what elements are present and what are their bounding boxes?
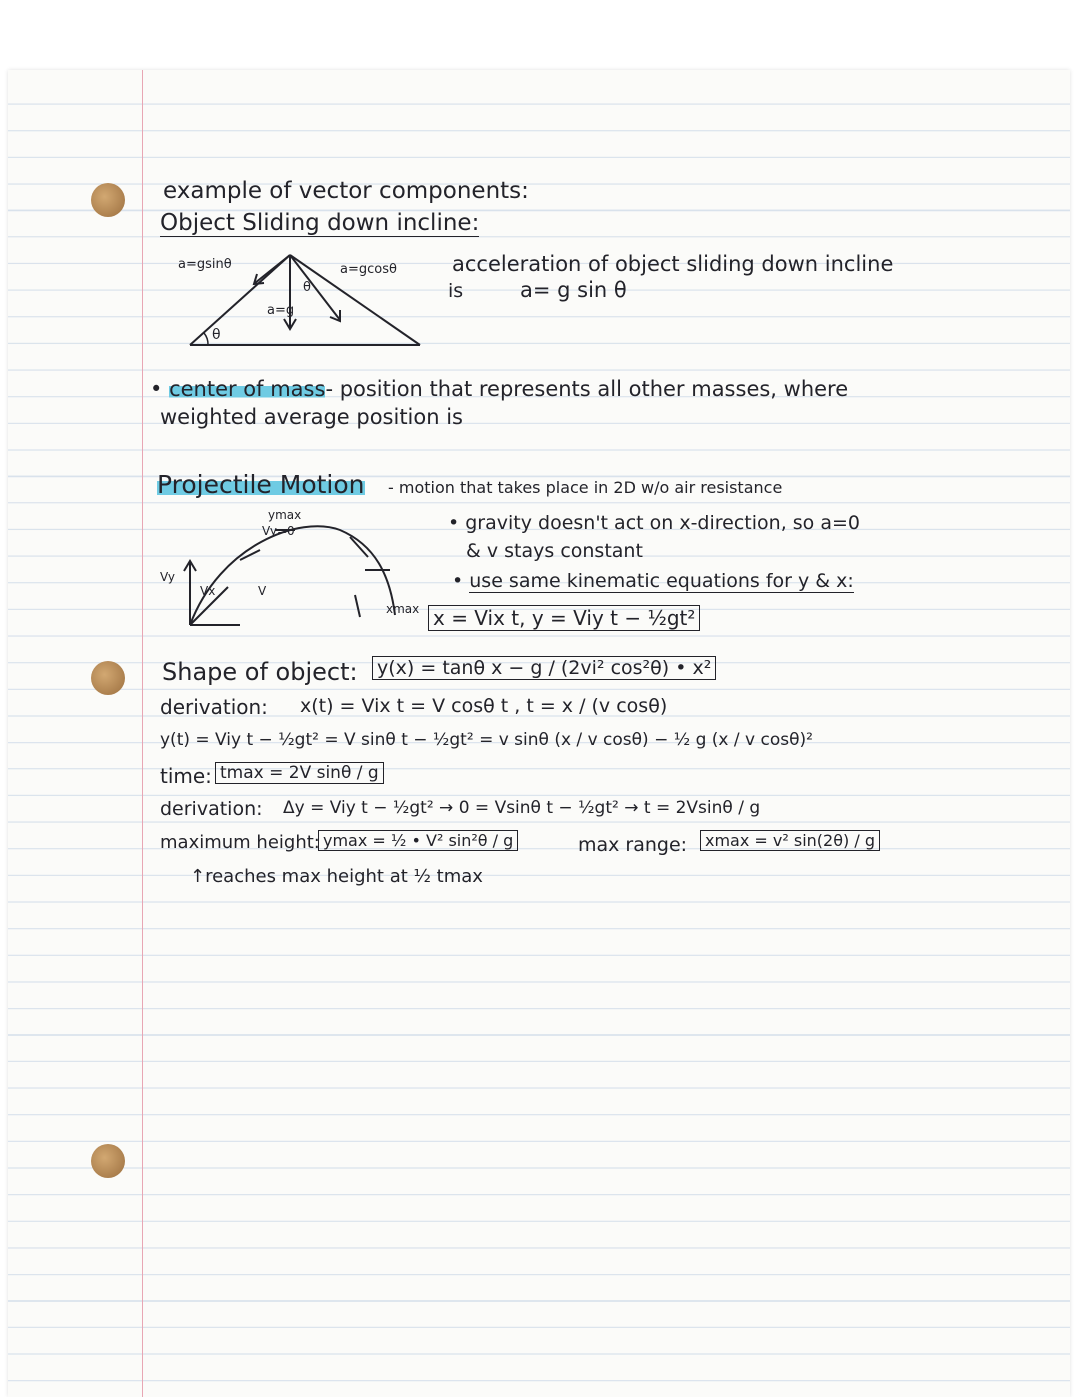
center-of-mass-definition: - position that represents all other masses, where bbox=[325, 377, 849, 401]
label-theta-base: θ bbox=[212, 327, 221, 343]
max-range-label: max range: bbox=[578, 834, 688, 856]
accel-line2-is: is bbox=[448, 280, 464, 302]
projectile-title: Projectile Motion bbox=[157, 470, 365, 499]
derivation-x: x(t) = Vix t = V cosθ t , t = x / (v cosθ) bbox=[300, 695, 668, 717]
label-vy0: Vy=0 bbox=[262, 524, 295, 538]
accel-line1: acceleration of object sliding down incline bbox=[452, 252, 894, 276]
center-of-mass-term: center of mass bbox=[169, 377, 326, 401]
accel-formula: a= g sin θ bbox=[520, 278, 627, 302]
shape-formula: y(x) = tanθ x − g / (2vi² cos²θ) • x² bbox=[372, 656, 716, 680]
max-height-formula: ymax = ½ • V² sin²θ / g bbox=[318, 830, 518, 851]
derivation-y: y(t) = Viy t − ½gt² = V sinθ t − ½gt² = v sinθ (x / v cosθ) − ½ g (x / v cosθ)² bbox=[160, 730, 813, 750]
label-v: V bbox=[258, 584, 267, 598]
label-a-g: a=g bbox=[267, 303, 295, 318]
label-theta-top: θ bbox=[303, 280, 311, 295]
max-height-label: maximum height: bbox=[160, 832, 320, 853]
derivation2-label: derivation: bbox=[160, 798, 263, 820]
weighted-line: weighted average position is bbox=[160, 405, 464, 429]
bullet-gravity: • gravity doesn't act on x-direction, so a=0 bbox=[448, 512, 860, 534]
bullet-kinematic: • use same kinematic equations for y & x: bbox=[452, 570, 854, 592]
bullet-gravity-cont: & v stays constant bbox=[466, 540, 643, 562]
kinematic-equations: x = Vix t, y = Viy t − ½gt² bbox=[428, 605, 700, 631]
label-xmax: xmax bbox=[386, 602, 420, 616]
margin-line bbox=[142, 70, 143, 1397]
binder-hole-bottom bbox=[91, 1144, 125, 1178]
label-vx: Vx bbox=[200, 584, 216, 598]
binder-hole-middle bbox=[91, 661, 125, 695]
heading: example of vector components: bbox=[163, 178, 529, 204]
projectile-definition: - motion that takes place in 2D w/o air resistance bbox=[388, 478, 783, 497]
time-label: time: bbox=[160, 764, 212, 788]
derivation2: Δy = Viy t − ½gt² → 0 = Vsinθ t − ½gt² → t = 2Vsinθ / g bbox=[283, 798, 761, 818]
bullet-gravity-text: gravity doesn't act on x-direction, so a=0 bbox=[465, 512, 860, 534]
derivation-label: derivation: bbox=[160, 695, 268, 719]
max-range-formula: xmax = v² sin(2θ) / g bbox=[700, 830, 880, 851]
binder-hole-top bbox=[91, 183, 125, 217]
bullet-kinematic-text: use same kinematic equations for y & x: bbox=[469, 570, 854, 592]
time-formula: tmax = 2V sinθ / g bbox=[215, 762, 384, 784]
center-of-mass-line: • center of mass- position that represents all other masses, where bbox=[150, 377, 849, 401]
incline-title: Object Sliding down incline: bbox=[160, 210, 480, 236]
label-a-gsin: a=gsinθ bbox=[178, 257, 232, 272]
reaches-note: ↑reaches max height at ½ tmax bbox=[190, 866, 483, 887]
label-vy: Vy bbox=[160, 570, 175, 584]
label-ymax: ymax bbox=[268, 508, 302, 522]
label-a-gcos: a=gcosθ bbox=[340, 262, 397, 277]
shape-label: Shape of object: bbox=[162, 658, 358, 686]
